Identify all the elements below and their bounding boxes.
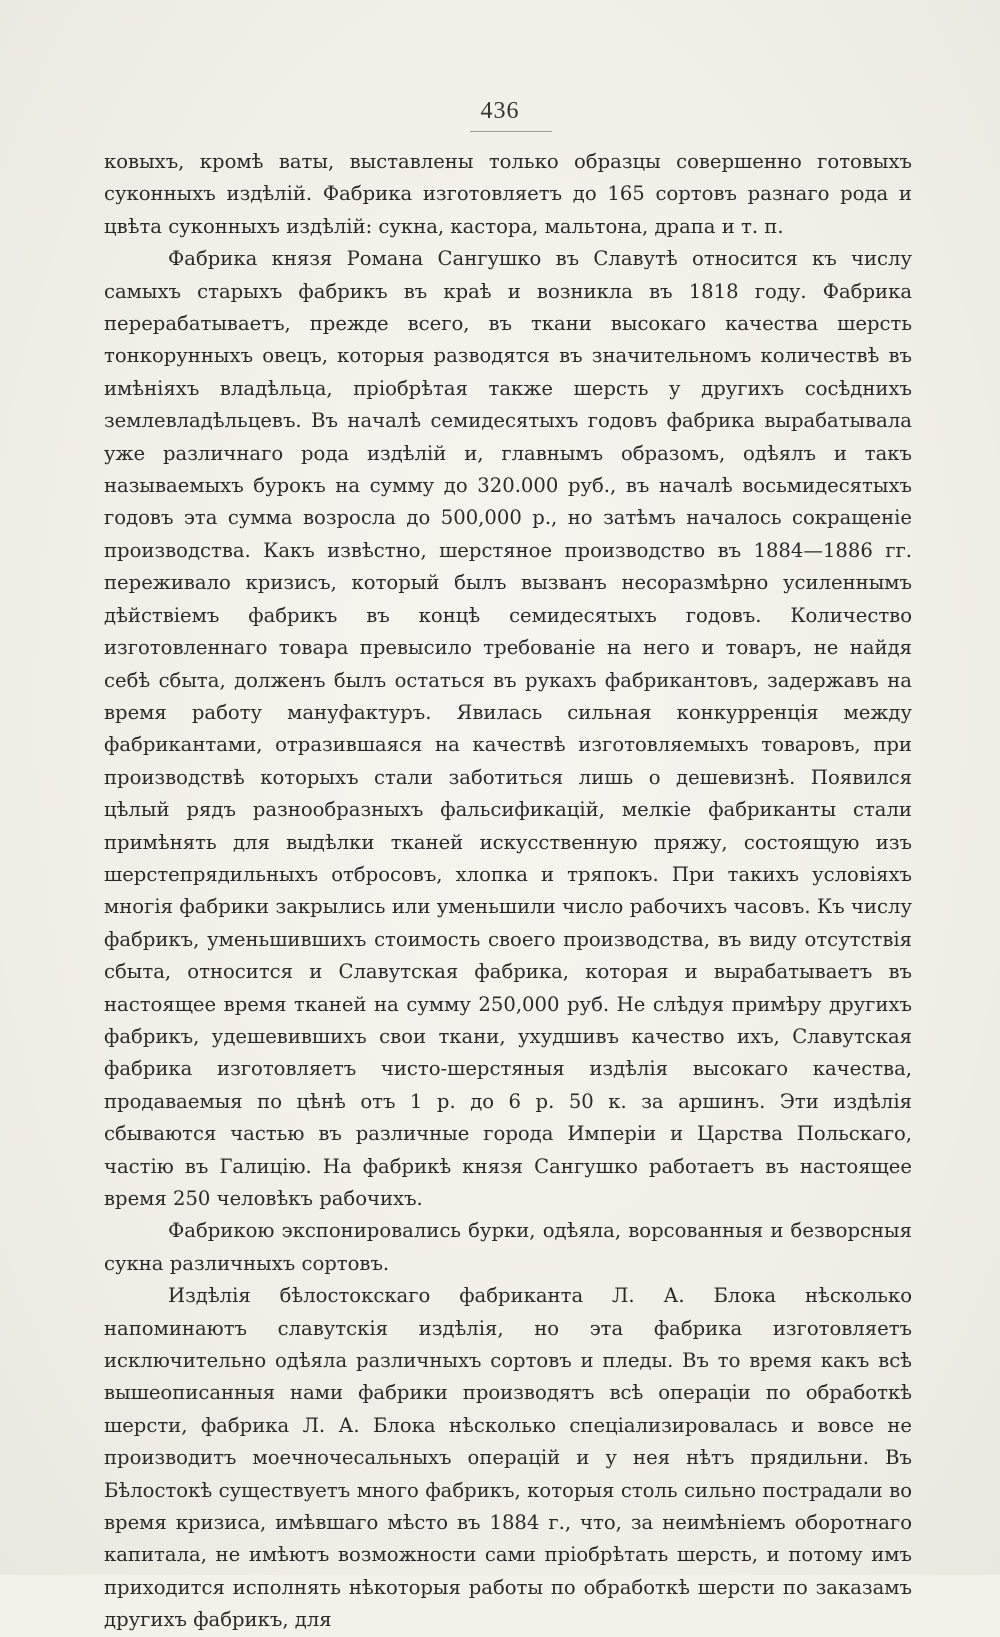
paragraph-blok-factory: Издѣлія бѣлостокскаго фабриканта Л. А. Блока нѣсколько напоминаютъ славутскія издѣлія, но эта фабрика изготовляетъ исключительно одѣяла различныхъ сортовъ и пледы. Въ то время какъ всѣ вышеописанныя нами фабрики производятъ всѣ операціи по обработкѣ шерсти, фабрика Л. А. Блока нѣсколько спеціализировалась и вовсе не производитъ моечночесальныхъ операцій и у нея нѣтъ прядильни. Въ Бѣлостокѣ существуетъ много фабрикъ, которыя столь сильно пострадали во время кризиса, имѣвшаго мѣсто въ 1884 г., что, за неимѣніемъ оборотнаго капитала, не имѣютъ возможности сами пріобрѣтать шерсть, и потому имъ приходится исполнять нѣкоторыя работы по обработкѣ шерсти по заказамъ другихъ фабрикъ, для [104,1284,912,1632]
paragraph-exhibited-items: Фабрикою экспонировались бурки, одѣяла, ворсованныя и безворсныя сукна различныхъ сортовъ. [104,1219,912,1275]
paragraph-slavuta-factory: Фабрика князя Романа Сангушко въ Славутѣ относится къ числу самыхъ старыхъ фабрикъ въ краѣ и возникла въ 1818 году. Фабрика перерабатываетъ, прежде всего, въ ткани высокаго качества шерсть тонкорунныхъ овецъ, которыя разводятся въ значительномъ количествѣ въ имѣніяхъ владѣльца, пріобрѣтая также шерсть у другихъ сосѣднихъ землевладѣльцевъ. Въ началѣ семидесятыхъ годовъ фабрика вырабатывала уже различнаго рода издѣлій и, главнымъ образомъ, одѣялъ и такъ называемыхъ бурокъ на сумму до 320.000 руб., въ началѣ восьмидесятыхъ годовъ эта сумма возросла до 500,000 р., но затѣмъ началось сокращеніе производства. Какъ извѣстно, шерстяное производство въ 1884—1886 гг. переживало кризисъ, который былъ вызванъ несоразмѣрно усиленнымъ дѣйствіемъ фабрикъ въ концѣ семидесятыхъ годовъ. Количество изготовленнаго товара превысило требованіе на него и товаръ, не найдя себѣ сбыта, долженъ былъ остаться въ рукахъ фабрикантовъ, задержавъ на время работу мануфактуръ. Явилась сильная конкурренція между фабрикантами, отразившаяся на качествѣ изготовляемыхъ товаровъ, при производствѣ которыхъ стали заботиться лишь о дешевизнѣ. Появился цѣлый рядъ разнообразныхъ фальсификацій, мелкіе фабриканты стали примѣнять для выдѣлки тканей искусственную пряжу, состоящую изъ шерстепрядильныхъ отбросовъ, хлопка и тряпокъ. При такихъ условіяхъ многія фабрики закрылись или уменьшили число рабочихъ часовъ. Къ числу фабрикъ, уменьшившихъ стоимость своего производства, въ виду отсутствія сбыта, относится и Славутская фабрика, которая и вырабатываетъ въ настоящее время тканей на сумму 250,000 руб. Не слѣдуя примѣру другихъ фабрикъ, удешевившихъ свои ткани, ухудшивъ качество ихъ, Славутская фабрика изготовляетъ чисто-шерстяныя издѣлія высокаго качества, продаваемыя по цѣнѣ отъ 1 р. до 6 р. 50 к. за аршинъ. Эти издѣлія сбываются частью въ различные города Имперіи и Царства Польскаго, частію въ Галицію. На фабрикѣ князя Сангушко работаетъ въ настоящее время 250 человѣкъ рабочихъ. [104,247,912,1210]
body-text [104,146,912,1632]
page-number: 436 [480,98,520,124]
page-number-rule [470,131,552,132]
paragraph-continuation: ковыхъ, кромѣ ваты, выставлены только образцы совершенно готовыхъ суконныхъ издѣлій. Фабрика изготовляетъ до 165 сортовъ разнаго рода и цвѣта суконныхъ издѣлій: сукна, кастора, мальтона, драпа и т. п. [104,150,912,238]
